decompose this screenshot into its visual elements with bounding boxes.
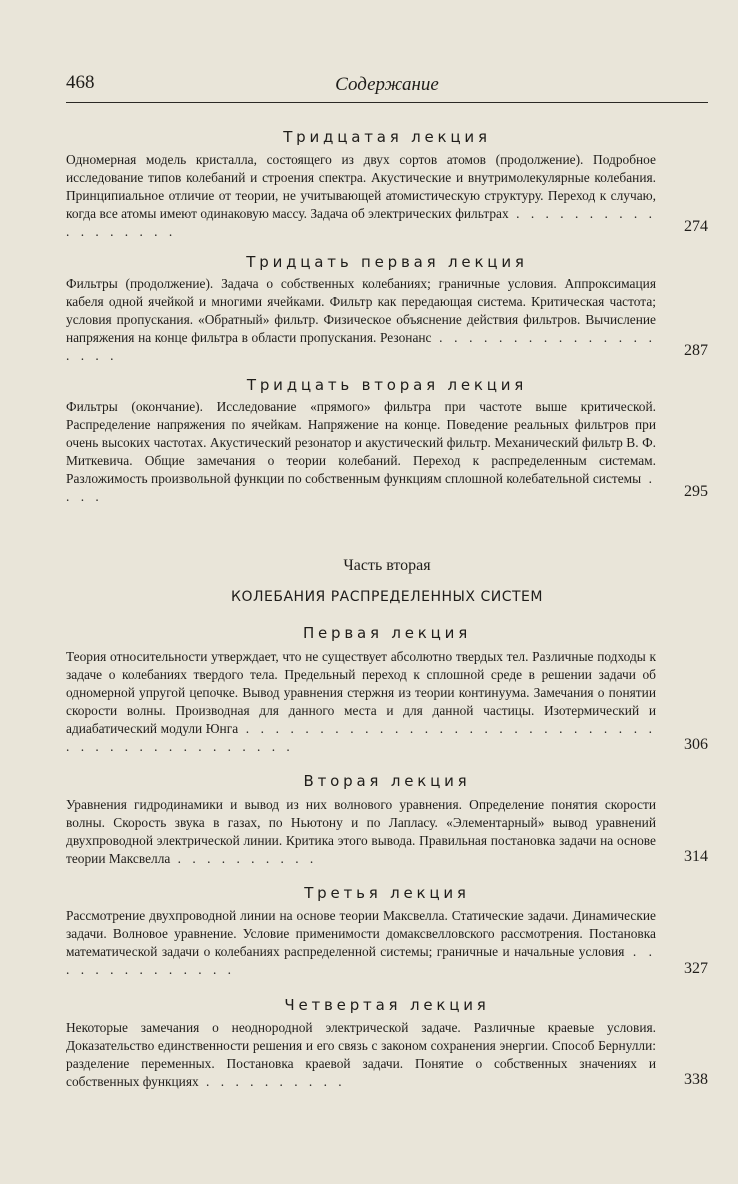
running-head [66,72,708,103]
lecture-title: Тридцатая лекция [283,128,491,146]
lecture-title: Вторая лекция [303,772,471,790]
toc-page-ref: 314 [684,848,708,865]
dot-leaders: . . . . . . . . . . . . . . [66,944,657,977]
dot-leaders: . . . . . . . . . . [198,1074,346,1089]
toc-entry-text [66,907,656,979]
toc-page-ref: 274 [684,218,708,235]
entry-description: Рассмотрение двухпроводной линии на основе теории Максвелла. Статические задачи. Динамические задачи. Волновое уравнение. Условие применимости домаксвелловского рассмотрения. Постановка математической задачи о колебаниях распределенной системы; граничные и начальные условия [66,908,656,959]
toc-entry-text [66,648,656,756]
entry-description: Некоторые замечания о неоднородной электрической задаче. Различные краевые условия. Доказательство единственности решения и его связь с законом сохранения энергии. Способ Бернулли: разделение переменных. Постановка краевой задачи. Понятие о собственных значениях и собственных функциях [66,1020,656,1089]
toc-entry-text [66,151,656,241]
dot-leaders: . . . . . . . . . . [170,851,318,866]
toc-entry-text [66,1019,656,1091]
entry-description: Фильтры (окончание). Исследование «прямого» фильтра при частоте выше критической. Распределение напряжения по ячейкам. Напряжение на конце. Поведение реальных фильтров при очень высоких частотах. Акустический резонатор и акустический фильтр. Механический фильтр В. Ф. Миткевича. Общие замечания о теории колебаний. Переход к распределенным системам. Разложимость произвольной функции по собственным функциям сплошной колебательной системы [66,399,656,486]
toc-page-ref: 287 [684,342,708,359]
toc-entry-text [66,275,656,365]
dot-leaders: . . . . . . . . . . . . . . . . . . . [66,330,656,363]
toc-entry-text [66,796,656,868]
entry-description: Уравнения гидродинамики и вывод из них волнового уравнения. Определение понятия скорости волны. Скорость звука в газах, по Ньютону и по Лапласу. «Элементарный» вывод уравнений двухпроводной электрической линии. Критика этого вывода. Правильная постановка задачи на основе теории Максвелла [66,797,656,866]
toc-page-ref: 338 [684,1071,708,1088]
entry-description: Фильтры (продолжение). Задача о собственных колебаниях; граничные условия. Аппроксимация кабеля одной ячейкой и многими ячейками. Фильтр как передающая система. Критическая частота; условия пропускания. «Обратный» фильтр. Физическое объяснение действия фильтров. Вычисление напряжения на конце фильтра в области пропускания. Резонанс [66,276,656,345]
lecture-title: Тридцать первая лекция [246,253,528,271]
lecture-title: Третья лекция [304,884,470,902]
page-number: 468 [66,72,95,93]
dot-leaders: . . . . . . . . . . . . . . . . . . . . . . . . . . . . . . . . . . . . . . . . . . . . [66,721,656,754]
lecture-title: Тридцать вторая лекция [246,376,528,394]
toc-entry-text [66,398,656,506]
toc-page-ref: 295 [684,483,708,500]
running-head-title: Содержание [335,74,439,95]
part-title: Часть вторая [343,557,431,574]
part-subtitle: КОЛЕБАНИЯ РАСПРЕДЕЛЕННЫХ СИСТЕМ [231,589,543,605]
toc-page-ref: 306 [684,736,708,753]
lecture-title: Первая лекция [302,624,472,642]
entry-description: Теория относительности утверждает, что не существует абсолютно твердых тел. Различные подходы к задаче о колебаниях твердого тела. Предельный переход к сплошной среде в решении задачи об одномерной упругой цепочке. Вывод уравнения стержня из теории континуума. Замечания о понятии скорости волны. Производная для данного места и для данной частицы. Изотермический и адиабатический модули Юнга [66,649,656,736]
entry-description: Одномерная модель кристалла, состоящего из двух сортов атомов (продолжение). Подробное исследование типов колебаний и строения спектра. Акустические и внутримолекулярные колебания. Принципиальное отличие от теории, не учитывающей атомистическую структуру. Переход к случаю, когда все атомы имеют одинаковую массу. Задача об электрических фильтрах [66,152,656,221]
toc-page-ref: 327 [684,960,708,977]
dot-leaders: . . . . . . . . . . . . . . . . . . [66,206,657,239]
dot-leaders: . . . . [66,471,656,504]
lecture-title: Четвертая лекция [284,996,490,1014]
